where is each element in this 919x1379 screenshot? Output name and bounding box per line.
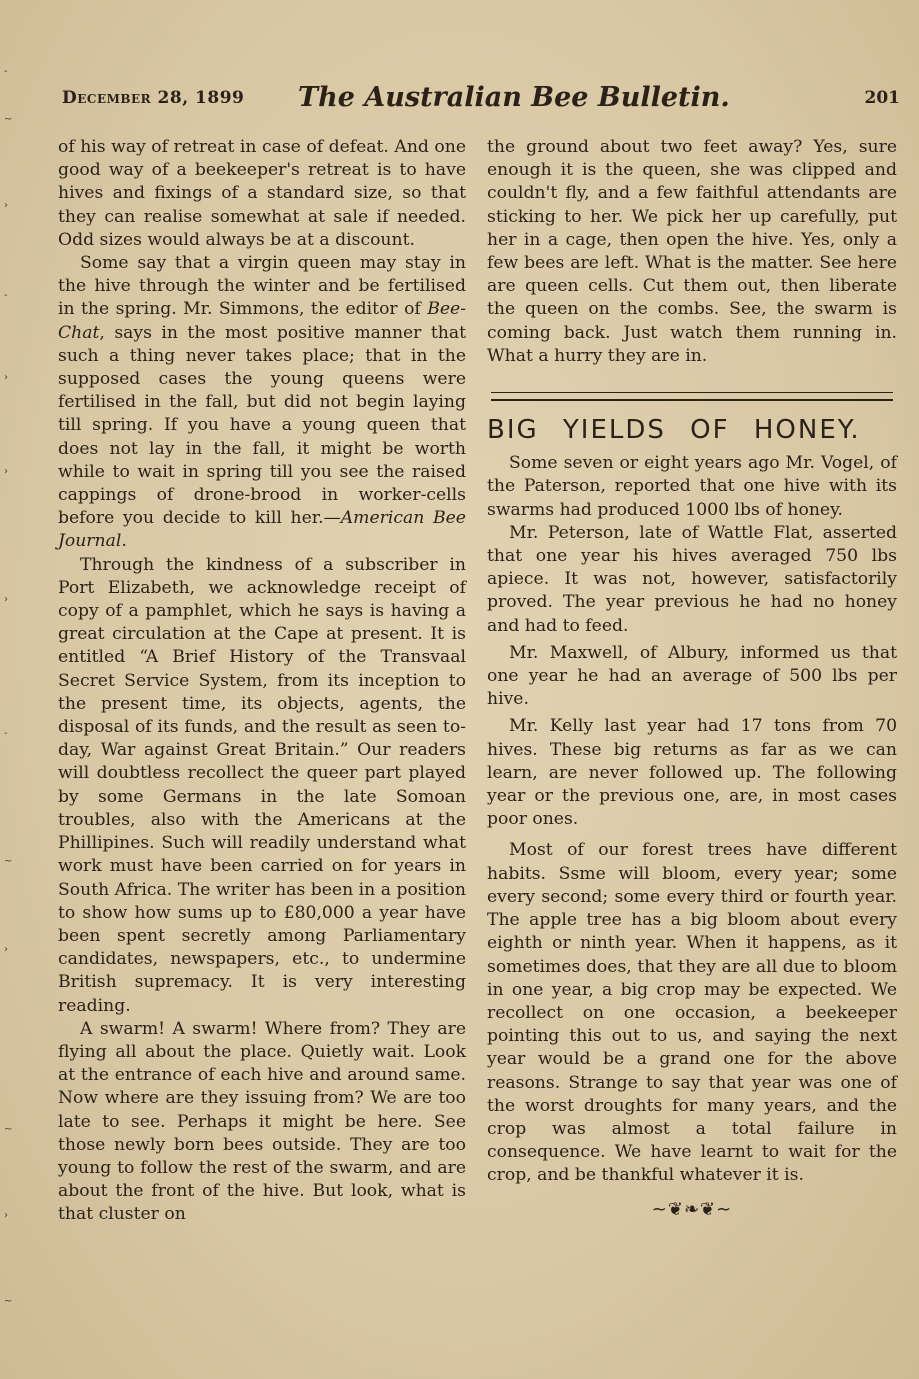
paragraph: the ground about two feet away? Yes, sure enough it is the queen, she was clipped and couldn't fly, and a few faithful attendants are sticking to her. We pick her up carefully, put her in a cage, then open the hive. Yes, only a few bees are left. What is the matter. See here are queen cells. Cut them out, then liberate the queen on the combs. See, the swarm is coming back. Just watch them running in. What a hurry they are in. bbox=[487, 137, 897, 366]
paragraph: Mr. Kelly last year had 17 tons from 70 hives. These big returns as far as we can learn, are never followed up. The following year or the previous one, are, in most cases poor ones. bbox=[487, 716, 897, 830]
paragraph bbox=[58, 252, 466, 554]
paragraph: Some seven or eight years ago Mr. Vogel, of the Paterson, reported that one hive with its swarms had produced 1000 lbs of honey. bbox=[487, 453, 897, 520]
right-column bbox=[487, 136, 897, 1221]
journal-title: The Australian Bee Bulletin. bbox=[298, 82, 730, 113]
margin-mark-icon: › bbox=[4, 594, 8, 605]
margin-mark-icon: › bbox=[4, 1210, 8, 1221]
margin-mark-icon: ~ bbox=[4, 1296, 13, 1307]
source-citation: American Bee Journal. bbox=[58, 508, 466, 552]
margin-mark-icon: - bbox=[4, 290, 8, 301]
section-divider bbox=[491, 392, 893, 401]
page-number: 201 bbox=[864, 88, 900, 108]
margin-mark-icon: - bbox=[4, 66, 8, 77]
margin-mark-icon: - bbox=[4, 728, 8, 739]
margin-mark-icon: › bbox=[4, 466, 8, 477]
ornament-icon: ~❦❧❦~ bbox=[651, 1198, 733, 1220]
section-title: BIG YIELDS OF HONEY. bbox=[487, 415, 861, 446]
margin-mark-icon: › bbox=[4, 372, 8, 383]
left-column bbox=[58, 136, 466, 1227]
margin-mark-icon: ~ bbox=[4, 1124, 13, 1135]
running-header bbox=[62, 82, 900, 118]
margin-mark-icon: ~ bbox=[4, 856, 13, 867]
header-date: December 28, 1899 bbox=[62, 88, 245, 108]
paragraph: Most of our forest trees have different habits. Ssme will bloom, every year; some every second; some every third or fourth year. The apple tree has a big bloom about every eighth or ninth year. When it happens, as it sometimes does, that they are all due to bloom in one year, a big crop may be expected. We recollect on one occasion, a beekeeper pointing this out to us, and saying the next year would be a grand one for the above reasons. Strange to say that year was one of the worst droughts for many years, and the crop was almost a total failure in consequence. We have learnt to wait for the crop, and be thankful whatever it is. bbox=[487, 840, 897, 1186]
margin-mark-icon: › bbox=[4, 200, 8, 211]
margin-mark-icon: › bbox=[4, 944, 8, 955]
paragraph: A swarm! A swarm! Where from? They are flying all about the place. Quietly wait. Look at the entrance of each hive and around same. Now where are they issuing from? We are too late to see. Perhaps it might be here. See those newly born bees outside. They are too young to follow the rest of the swarm, and are about the front of the hive. But look, what is that cluster on bbox=[58, 1018, 466, 1225]
paragraph: Mr. Peterson, late of Wattle Flat, asserted that one year his hives averaged 750 lbs apiece. It was not, however, satisfactorily proved. The year previous he had no honey and had to feed. bbox=[487, 522, 897, 636]
paragraph-text: Some say that a virgin queen may stay in the hive through the winter and be fertilised in the spring. Mr. Simmons, the editor of bbox=[58, 253, 466, 320]
paragraph: Mr. Maxwell, of Albury, informed us that one year he had an average of 500 lbs per hive. bbox=[487, 642, 897, 710]
paragraph-text: , says in the most positive manner that such a thing never takes place; that in the supposed cases the young queens were fertilised in the fall, but did not begin laying till spring. If you have a young queen that does not lay in the fall, it might be worth while to wait in spring till you see the raised cappings of drone-brood in worker-cells before you decide to kill her.— bbox=[58, 322, 466, 529]
paragraph: of his way of retreat in case of defeat. And one good way of a beekeeper's retreat is to have hives and fixings of a standard size, so that they can realise somewhat at sale if needed. Odd sizes would always be at a discount. bbox=[58, 137, 466, 250]
margin-mark-icon: ~ bbox=[4, 114, 13, 125]
publication-name: Bee-Chat bbox=[58, 299, 466, 343]
paragraph: Through the kindness of a subscriber in Port Elizabeth, we acknowledge receipt of copy of a pamphlet, which he says is having a great circulation at the Cape at present. It is entitled “A Brief History of the Transvaal Secret Service System, from its inception to the present time, its objects, agents, the disposal of its funds, and the result as seen to-day, War against Great Britain.” Our readers will doubtless recollect the queer part played by some Germans in the late Somoan troubles, also with the Americans at the Phillipines. Such will readily understand what work must have been carried on for years in South Africa. The writer has been in a position to show how sums up to £80,000 a year have been spent secretly among Parliamentary candidates, newspapers, etc., to undermine British supremacy. It is very interesting reading. bbox=[58, 554, 466, 1016]
